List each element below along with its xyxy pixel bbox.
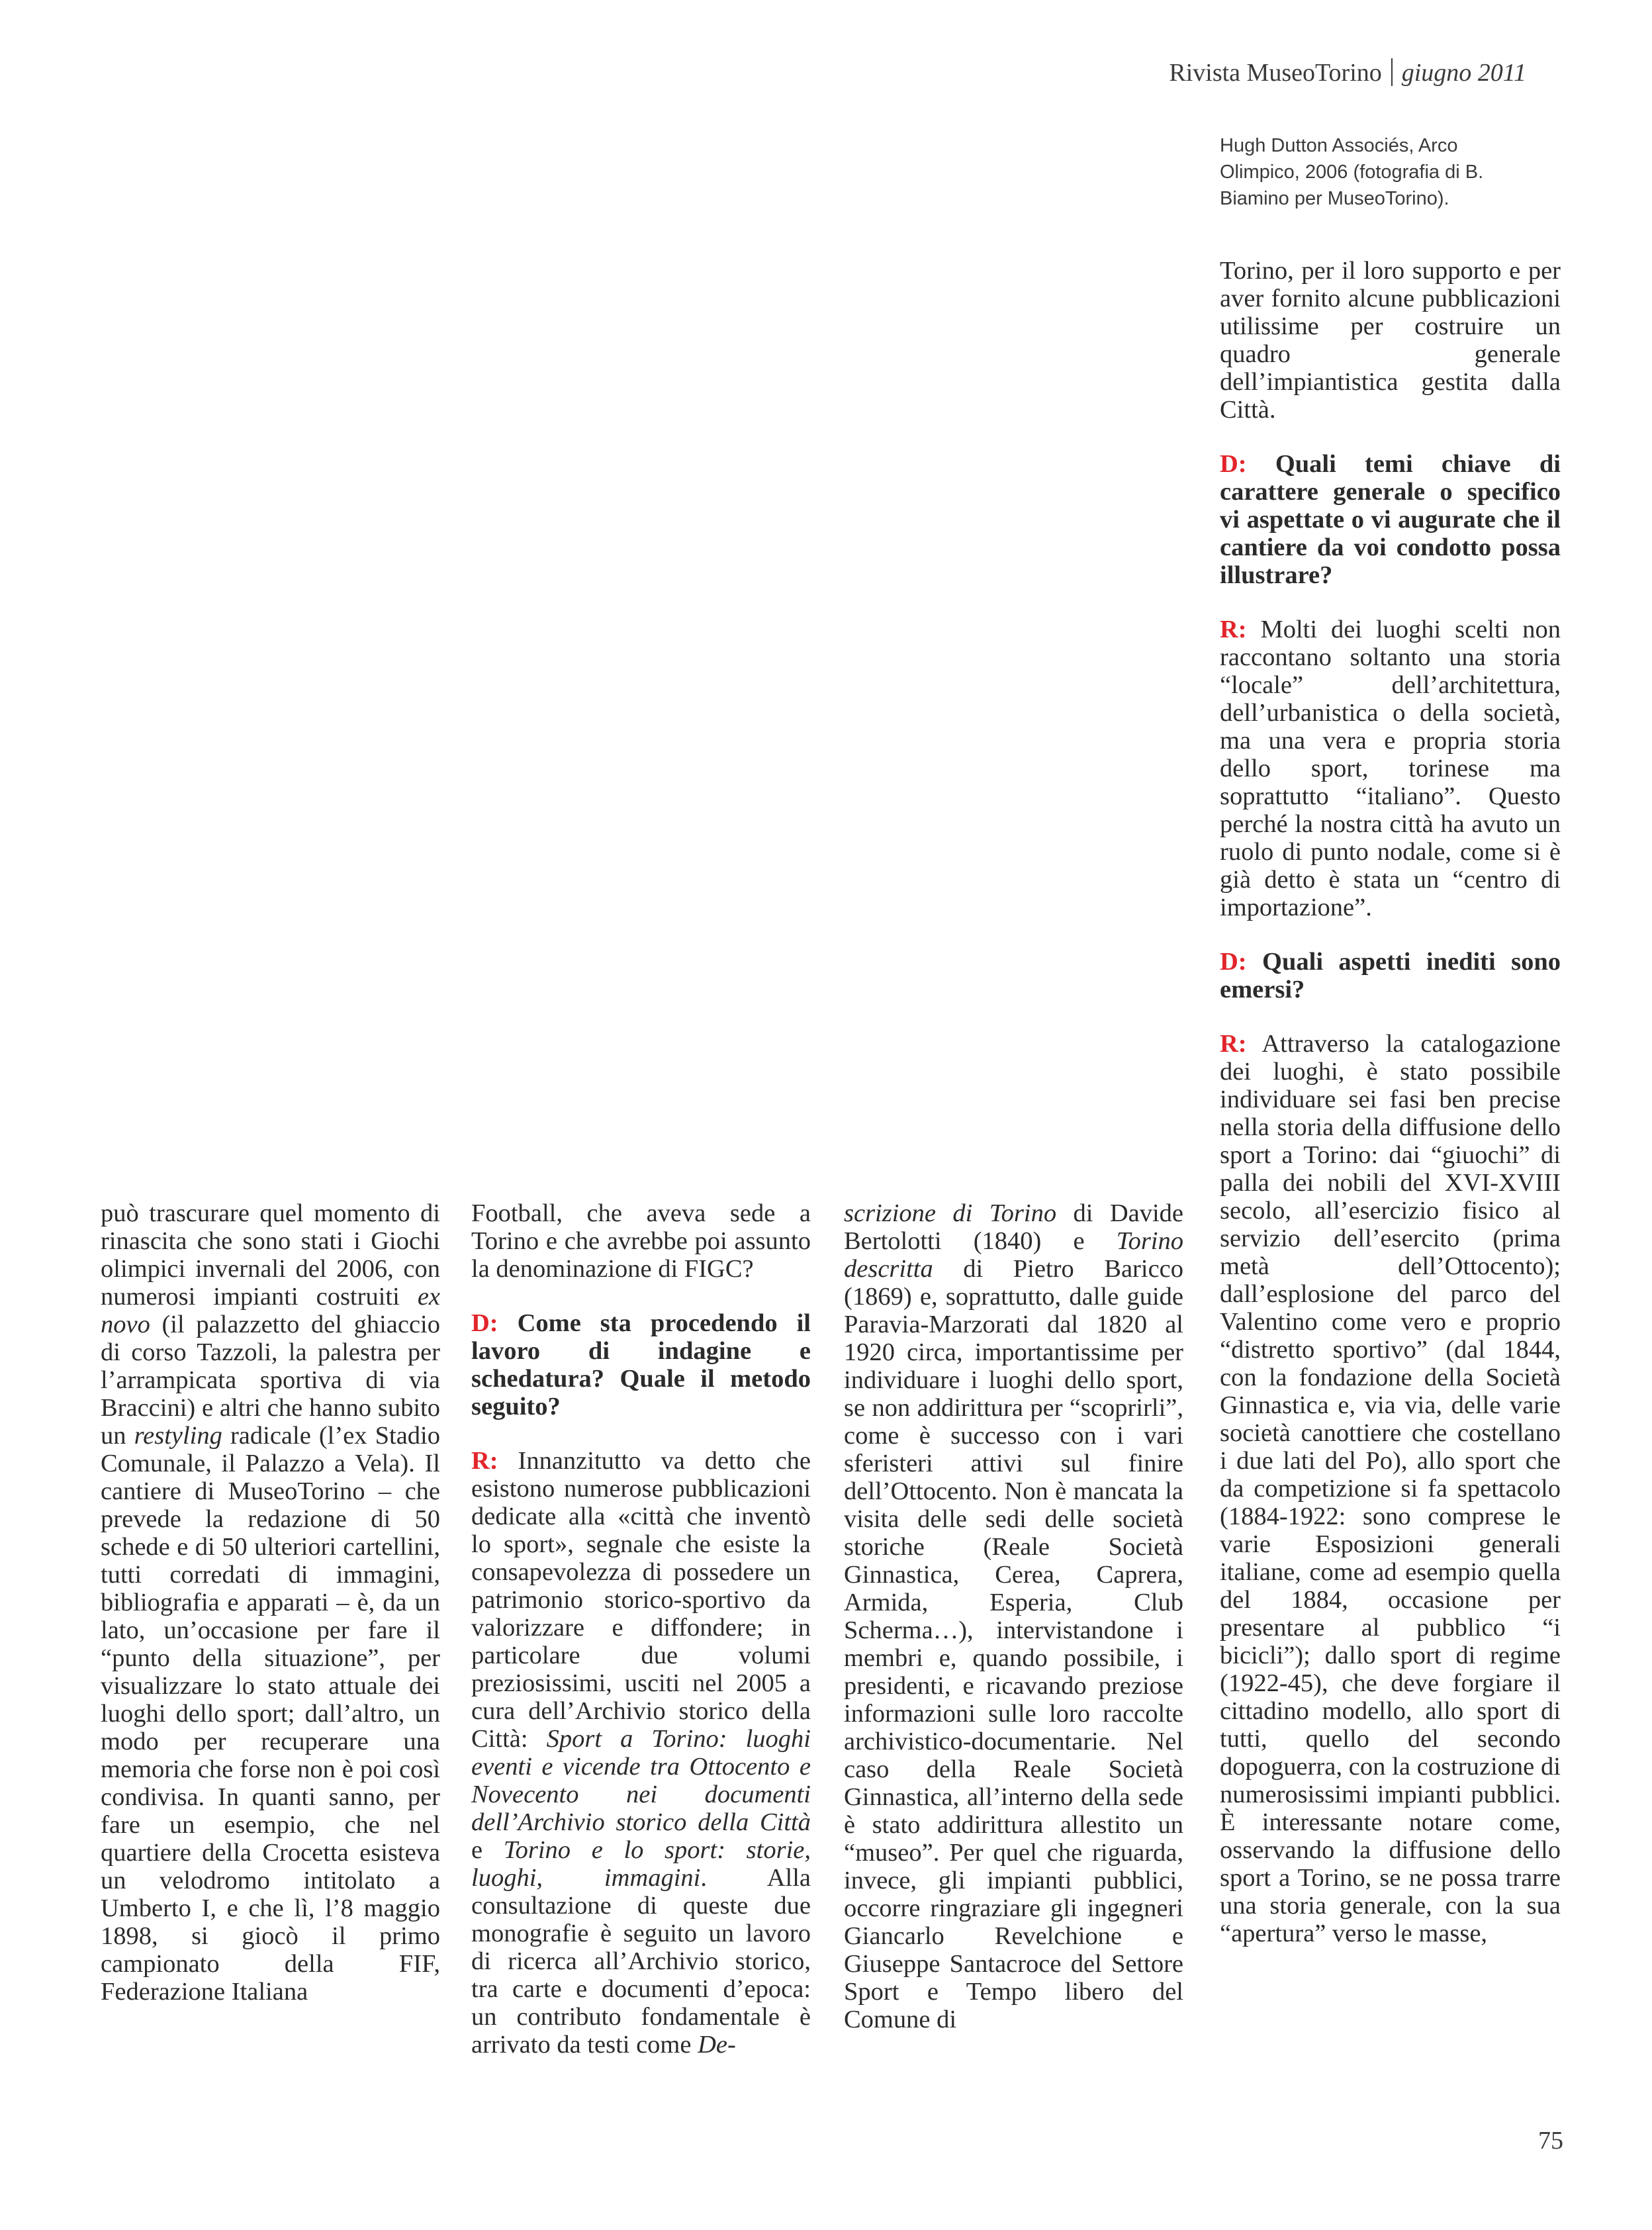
paragraph: può trascurare quel momento di rinascita che sono stati i Giochi olimpici invernali del 2006, con numerosi impianti costruiti ex novo (il palazzetto del ghiaccio di corso Tazzoli, la palestra per l’arrampicata sportiva di via Braccini) e altri che hanno subito un restyling radicale (l’ex Stadio Comunale, il Palazzo a Vela). Il cantiere di MuseoTorino – che prevede la redazione di 50 schede e di 50 ulteriori cartellini, tutti corredati di immagini, bibliografia e apparati – è, da un lato, un’occasione per fare il “punto della situazione”, per visualizzare lo stato attuale dei luoghi dello sport; dall’altro, un modo per recuperare una memoria che forse non è poi così condivisa. In quanti sanno, per fare un esempio, che nel quartiere della Crocetta esisteva un velodromo intitolato a Umberto I, e che lì, l’8 maggio 1898, si giocò il primo campionato della FIF, Federazione Italiana — [101, 1199, 440, 2006]
running-header — [1169, 58, 1526, 87]
text-column-1 — [101, 1199, 440, 2032]
answer-label: R: — [471, 1447, 498, 1475]
answer-label: R: — [1220, 616, 1247, 643]
answer-label: R: — [1220, 1030, 1247, 1058]
question-label: D: — [1220, 450, 1247, 478]
question: D: Come sta procedendo il lavoro di indagine e schedatura? Quale il metodo seguito? — [471, 1309, 811, 1420]
text-column-2 — [471, 1199, 811, 2085]
question: D: Quali aspetti inediti sono emersi? — [1220, 948, 1561, 1003]
text-column-3 — [844, 1199, 1183, 2060]
question-label: D: — [471, 1309, 498, 1337]
paragraph: Torino, per il loro supporto e per aver fornito alcune pubblicazioni utilissime per costruire un quadro generale dell’impiantistica gestita dalla Città. — [1220, 257, 1561, 424]
photo-caption: Hugh Dutton Associés, Arco Olimpico, 2006 (fotografia di B. Biamino per MuseoTorino). — [1220, 135, 1484, 209]
answer: R: Molti dei luoghi scelti non raccontano soltanto una storia “locale” dell’architettura, dell’urbanistica o della società, ma una vera e propria storia dello sport, torinese ma soprattutto “italiano”. Questo perché la nostra città ha avuto un ruolo di punto nodale, come si è già detto è stata un “centro di importazione”. — [1220, 616, 1561, 921]
header-separator — [1391, 58, 1393, 86]
answer: R: Attraverso la catalogazione dei luoghi, è stato possibile individuare sei fasi ben precise nella storia della diffusione dello sport a Torino: dai “giuochi” di palla dei nobili del XVI-XVIII secolo, all’esercizio fisico al servizio dell’esercito (prima metà dell’Ottocento); dall’esplosione del parco del Valentino come vero e proprio “distretto sportivo” (dal 1844, con la fondazione della Società Ginnastica e, via via, delle varie società canottiere che costellano i due lati del Po), allo sport che da competizione si fa spettacolo (1884-1922: sono comprese le varie Esposizioni generali italiane, come ad esempio quella del 1884, occasione per presentare al pubblico “i bicicli”); dallo sport di regime (1922-45), che deve forgiare il cittadino modello, allo sport di tutti, quello del secondo dopoguerra, con la costruzione di numerosissimi impianti pubblici. È interessante notare come, osservando la diffusione dello sport a Torino, se ne possa trarre una storia generale, con la sua “apertura” verso le masse, — [1220, 1030, 1561, 1947]
page-number: 75 — [1538, 2127, 1563, 2155]
paragraph: Football, che aveva sede a Torino e che avrebbe poi assunto la denominazione di FIGC? — [471, 1199, 811, 1283]
question-label: D: — [1220, 948, 1247, 976]
text-column-4 — [1220, 257, 1561, 1974]
paragraph: scrizione di Torino di Davide Bertolotti (1840) e Torino descritta di Pietro Baricco (1869) e, soprattutto, dalle guide Paravia-Marzorati dal 1820 al 1920 circa, importantissime per individuare i luoghi dello sport, se non addirittura per “scoprirli”, come è successo con i vari sferisteri attivi sul finire dell’Ottocento. Non è mancata la visita delle sedi delle società storiche (Reale Società Ginnastica, Cerea, Caprera, Armida, Esperia, Club Scherma…), intervistandone i membri e, quando possibile, i presidenti, e ricavando preziose informazioni sulle loro raccolte archivistico-documentarie. Nel caso della Reale Società Ginnastica, all’interno della sede è stato addirittura allestito un “museo”. Per quel che riguarda, invece, gli impianti pubblici, occorre ringraziare gli ingegneri Giancarlo Revelchione e Giuseppe Santacroce del Settore Sport e Tempo libero del Comune di — [844, 1199, 1183, 2033]
question: D: Quali temi chiave di carattere generale o specifico vi aspettate o vi augurate che il cantiere da voi condotto possa illustrare? — [1220, 450, 1561, 589]
answer: R: Innanzitutto va detto che esistono numerose pubblicazioni dedicate alla «città che inventò lo sport», segnale che esiste la consapevolezza di possedere un patrimonio storico-sportivo da valorizzare e diffondere; in particolare due volumi preziosissimi, usciti nel 2005 a cura dell’Archivio storico della Città: Sport a Torino: luoghi eventi e vicende tra Ottocento e Novecento nei documenti dell’Archivio storico della Città e Torino e lo sport: storie, luoghi, immagini. Alla consultazione di queste due monografie è seguito un lavoro di ricerca all’Archivio storico, tra carte e documenti d’epoca: un contributo fondamentale è arrivato da testi come De- — [471, 1447, 811, 2059]
issue-date: giugno 2011 — [1401, 59, 1526, 87]
journal-title: Rivista MuseoTorino — [1169, 59, 1382, 87]
